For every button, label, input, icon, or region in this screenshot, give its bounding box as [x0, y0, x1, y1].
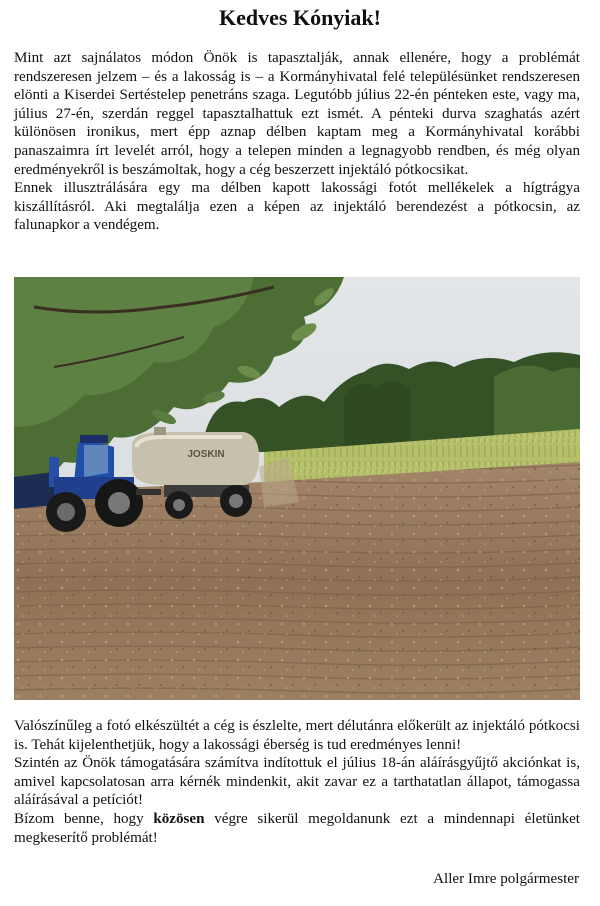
closing-paragraph-2: Szintén az Önök támogatására számítva indítottuk el július 18-án aláírásgyűjtő akciónkat is, amivel kapcsolatosan arra kérnék mindenkit, akit zavar ez a tarthatatlan állapot, támogassa aláírásával a petíciót! — [14, 755, 580, 809]
letter-title: Kedves Kónyiak! — [219, 5, 381, 30]
intro-paragraph-2: Ennek illusztrálására egy ma délben kapott lakossági fotót mellékelek a hígtrágya kiszállításról. Aki megtalálja ezen a képen az injektáló berendezést a pótkocsin, az falunapkor a vendégem. — [14, 180, 580, 234]
intro-text — [14, 49, 580, 235]
closing-text-end: végre sikerül megoldanunk ezt a mindennapi életünket megkeserítő problémát! — [14, 810, 580, 846]
closing-paragraph-3 — [14, 810, 580, 847]
closing-text — [14, 717, 580, 847]
signature: Aller Imre polgármester — [433, 871, 579, 887]
tanker-brand-label: JOSKIN — [187, 449, 225, 460]
intro-paragraph-1: Mint azt sajnálatos módon Önök is tapasztalják, annak ellenére, hogy a problémát rendszeresen jelzem – és a lakosság is – a Kormányhivatal felé településünket rendszeresen elönti a Kiserdei Sertéstelep penetráns szaga. Legutóbb július 22-én pénteken este, vagy ma, július 27-én, szerdán reggel tapasztalhattuk ezt ismét. A pénteki durva szaghatás azért különösen ironikus, mert épp aznap délben kaptam meg a Kormányhivatal korábbi panaszaimra írt levelét arról, hogy a telepen minden a legnagyobb rendben, és még olyan eredményekről is beszámoltak, hogy a cég beszerzett injektáló pótkocsikat. — [14, 50, 580, 178]
field-photo — [14, 277, 580, 700]
closing-text-start: Bízom benne, hogy — [14, 810, 154, 827]
closing-paragraph-1: Valószínűleg a fotó elkészültét a cég is észlelte, mert délutánra előkerült az injektáló pótkocsi is. Tehát kijelenthetjük, hogy a lakossági éberség is tud eredményes lenni! — [14, 718, 580, 753]
field-photo-illustration — [14, 277, 580, 700]
emphasis-word: közösen — [153, 810, 205, 827]
